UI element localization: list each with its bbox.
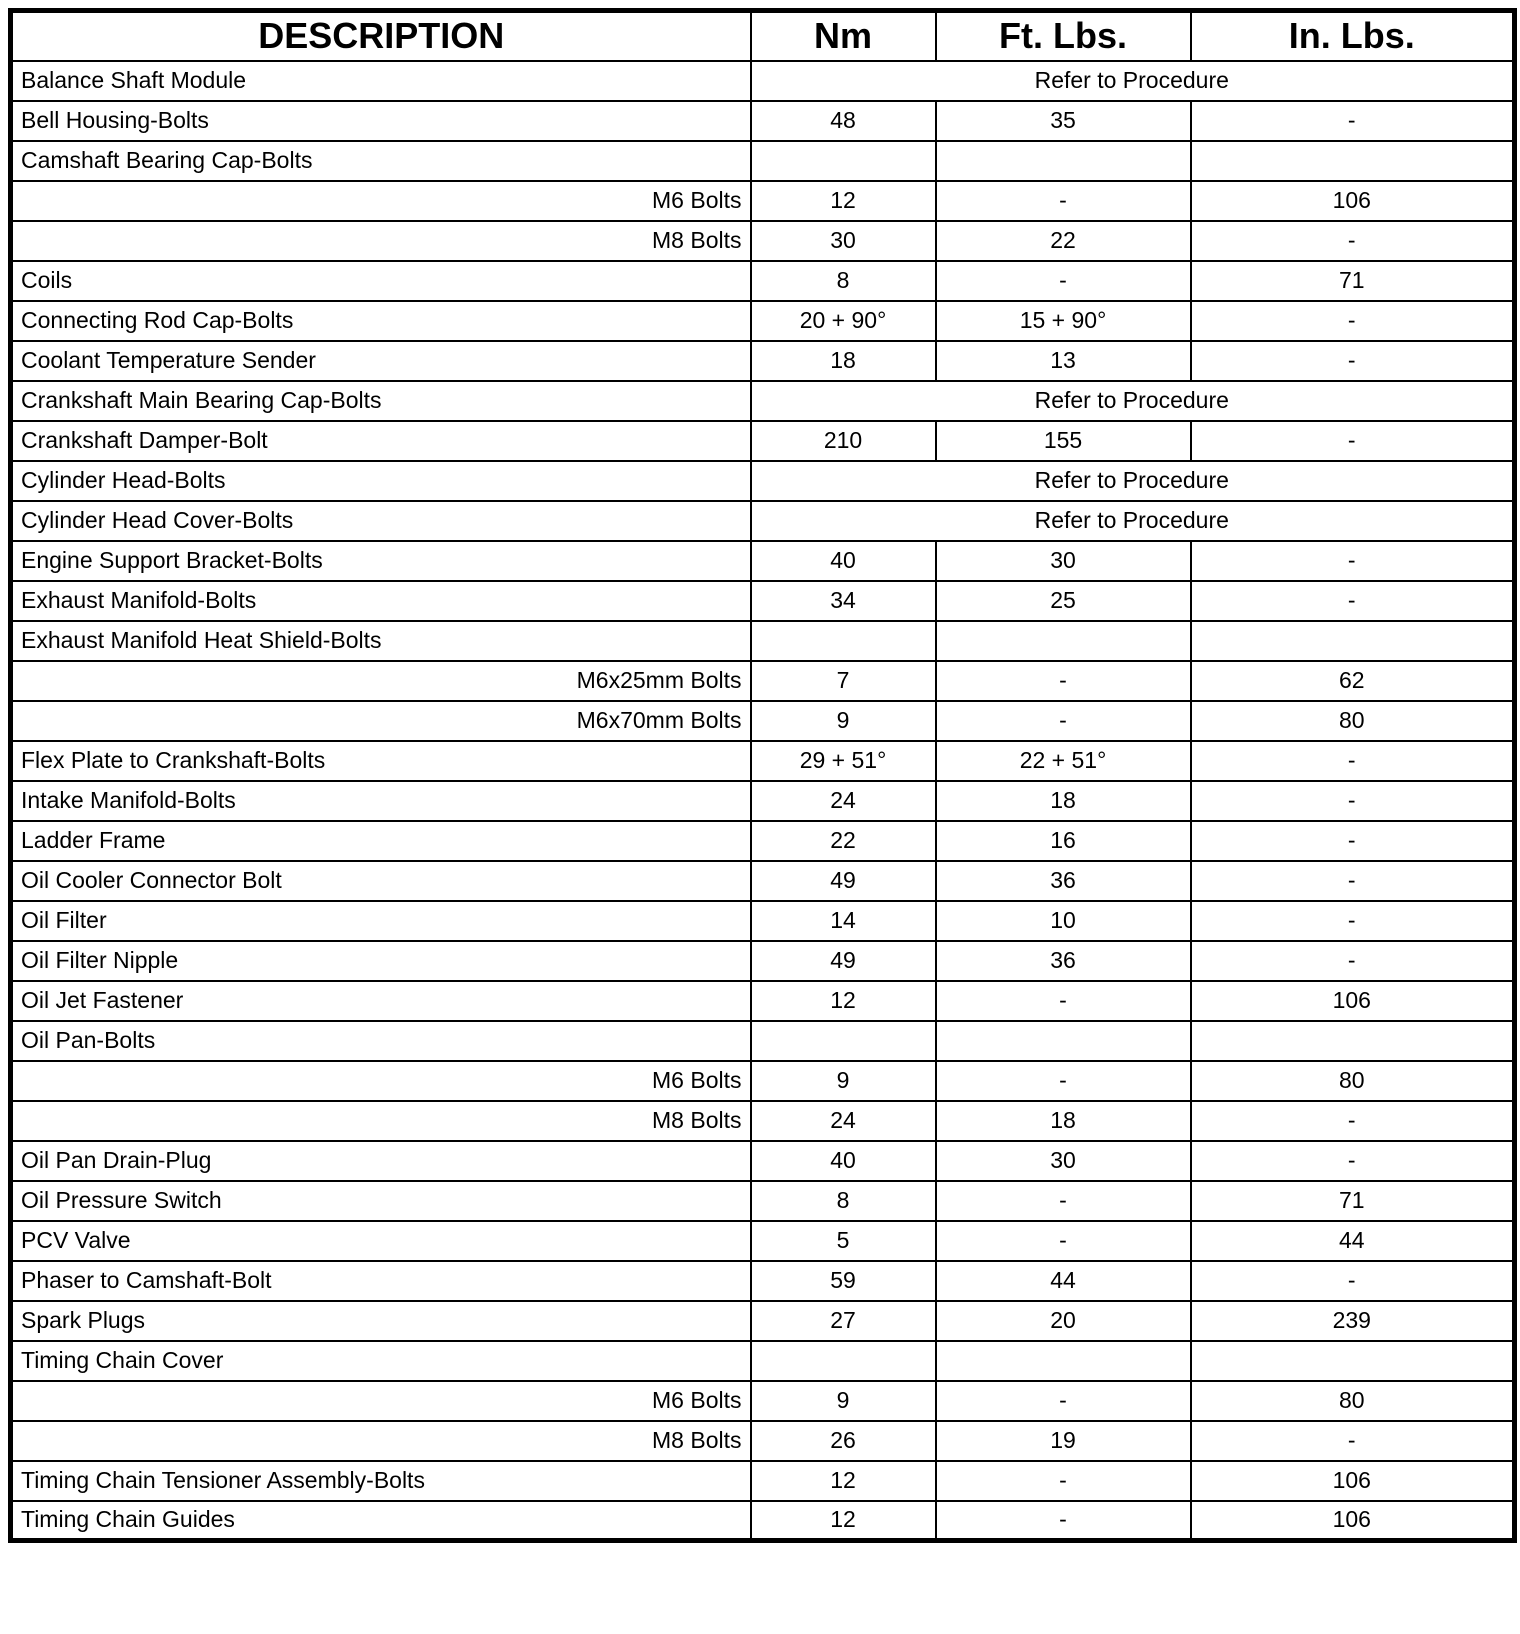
inlbs-cell: - — [1191, 541, 1515, 581]
description-cell: Crankshaft Damper-Bolt — [11, 421, 751, 461]
nm-cell: 9 — [751, 1061, 936, 1101]
ftlbs-cell: 18 — [936, 781, 1191, 821]
table-row — [11, 1421, 1515, 1461]
inlbs-cell: 80 — [1191, 701, 1515, 741]
description-cell: Balance Shaft Module — [11, 61, 751, 101]
ftlbs-cell — [936, 1021, 1191, 1061]
description-cell: Timing Chain Guides — [11, 1501, 751, 1541]
table-row — [11, 1341, 1515, 1381]
description-cell: Oil Pan-Bolts — [11, 1021, 751, 1061]
description-cell: Cylinder Head-Bolts — [11, 461, 751, 501]
table-row — [11, 261, 1515, 301]
table-row — [11, 581, 1515, 621]
table-row — [11, 301, 1515, 341]
inlbs-cell: - — [1191, 941, 1515, 981]
nm-cell: 12 — [751, 1461, 936, 1501]
inlbs-cell: - — [1191, 1261, 1515, 1301]
inlbs-cell: 71 — [1191, 261, 1515, 301]
merged-procedure-cell: Refer to Procedure — [751, 501, 1515, 541]
table-row — [11, 221, 1515, 261]
nm-cell: 29 + 51° — [751, 741, 936, 781]
table-row — [11, 1181, 1515, 1221]
inlbs-cell — [1191, 141, 1515, 181]
description-cell: M6 Bolts — [11, 1061, 751, 1101]
table-row — [11, 1221, 1515, 1261]
inlbs-cell: 44 — [1191, 1221, 1515, 1261]
nm-cell: 59 — [751, 1261, 936, 1301]
merged-procedure-cell: Refer to Procedure — [751, 61, 1515, 101]
inlbs-cell: 106 — [1191, 1501, 1515, 1541]
nm-cell: 30 — [751, 221, 936, 261]
inlbs-cell: - — [1191, 1101, 1515, 1141]
description-cell: Intake Manifold-Bolts — [11, 781, 751, 821]
inlbs-cell: - — [1191, 861, 1515, 901]
table-row — [11, 621, 1515, 661]
description-cell: Timing Chain Cover — [11, 1341, 751, 1381]
nm-cell: 210 — [751, 421, 936, 461]
ftlbs-cell: - — [936, 1061, 1191, 1101]
inlbs-cell: 106 — [1191, 1461, 1515, 1501]
description-cell: Oil Pan Drain-Plug — [11, 1141, 751, 1181]
nm-cell: 40 — [751, 1141, 936, 1181]
inlbs-cell: - — [1191, 821, 1515, 861]
description-cell: Camshaft Bearing Cap-Bolts — [11, 141, 751, 181]
table-row — [11, 341, 1515, 381]
inlbs-cell — [1191, 621, 1515, 661]
table-row — [11, 741, 1515, 781]
ftlbs-cell: 13 — [936, 341, 1191, 381]
nm-cell: 24 — [751, 1101, 936, 1141]
description-cell: Oil Filter — [11, 901, 751, 941]
ftlbs-cell: 20 — [936, 1301, 1191, 1341]
table-row — [11, 101, 1515, 141]
nm-cell — [751, 1341, 936, 1381]
nm-cell: 12 — [751, 1501, 936, 1541]
inlbs-cell: 62 — [1191, 661, 1515, 701]
ftlbs-cell: 36 — [936, 941, 1191, 981]
description-cell: Bell Housing-Bolts — [11, 101, 751, 141]
description-cell: Flex Plate to Crankshaft-Bolts — [11, 741, 751, 781]
ftlbs-cell — [936, 621, 1191, 661]
inlbs-cell: 106 — [1191, 981, 1515, 1021]
table-row — [11, 541, 1515, 581]
description-cell: Oil Filter Nipple — [11, 941, 751, 981]
ftlbs-cell — [936, 141, 1191, 181]
description-cell: M8 Bolts — [11, 1421, 751, 1461]
ftlbs-cell: 25 — [936, 581, 1191, 621]
inlbs-cell: - — [1191, 301, 1515, 341]
table-body — [11, 61, 1515, 1541]
nm-cell: 20 + 90° — [751, 301, 936, 341]
table-row — [11, 181, 1515, 221]
inlbs-cell: 80 — [1191, 1381, 1515, 1421]
table-row — [11, 861, 1515, 901]
nm-cell: 49 — [751, 941, 936, 981]
table-row — [11, 1101, 1515, 1141]
table-row — [11, 381, 1515, 421]
nm-cell — [751, 1021, 936, 1061]
description-cell: M6 Bolts — [11, 1381, 751, 1421]
description-cell: Oil Cooler Connector Bolt — [11, 861, 751, 901]
table-row — [11, 661, 1515, 701]
torque-spec-table — [8, 8, 1517, 1543]
ftlbs-cell: 36 — [936, 861, 1191, 901]
table-row — [11, 1461, 1515, 1501]
description-cell: Coils — [11, 261, 751, 301]
ftlbs-cell: - — [936, 701, 1191, 741]
nm-cell: 24 — [751, 781, 936, 821]
nm-cell: 7 — [751, 661, 936, 701]
table-row — [11, 1261, 1515, 1301]
table-row — [11, 501, 1515, 541]
description-cell: PCV Valve — [11, 1221, 751, 1261]
nm-cell: 40 — [751, 541, 936, 581]
ftlbs-cell: - — [936, 1221, 1191, 1261]
nm-cell: 49 — [751, 861, 936, 901]
inlbs-cell: - — [1191, 581, 1515, 621]
nm-cell: 8 — [751, 1181, 936, 1221]
ftlbs-cell: - — [936, 1181, 1191, 1221]
table-row — [11, 1501, 1515, 1541]
description-cell: M8 Bolts — [11, 1101, 751, 1141]
inlbs-cell — [1191, 1341, 1515, 1381]
inlbs-cell — [1191, 1021, 1515, 1061]
ftlbs-cell: 16 — [936, 821, 1191, 861]
ftlbs-cell: 10 — [936, 901, 1191, 941]
nm-cell: 18 — [751, 341, 936, 381]
ftlbs-cell: 44 — [936, 1261, 1191, 1301]
nm-cell: 5 — [751, 1221, 936, 1261]
table-row — [11, 701, 1515, 741]
table-header — [11, 11, 1515, 61]
description-cell: Cylinder Head Cover-Bolts — [11, 501, 751, 541]
ftlbs-cell: 22 + 51° — [936, 741, 1191, 781]
inlbs-cell: - — [1191, 421, 1515, 461]
table-row — [11, 901, 1515, 941]
inlbs-cell: - — [1191, 781, 1515, 821]
table-row — [11, 821, 1515, 861]
description-cell: Connecting Rod Cap-Bolts — [11, 301, 751, 341]
ftlbs-cell — [936, 1341, 1191, 1381]
inlbs-cell: - — [1191, 221, 1515, 261]
nm-cell: 22 — [751, 821, 936, 861]
table-row — [11, 1061, 1515, 1101]
description-cell: Phaser to Camshaft-Bolt — [11, 1261, 751, 1301]
table-row — [11, 461, 1515, 501]
nm-cell: 27 — [751, 1301, 936, 1341]
table-row — [11, 1381, 1515, 1421]
ftlbs-cell: - — [936, 261, 1191, 301]
inlbs-cell: 80 — [1191, 1061, 1515, 1101]
inlbs-cell: 71 — [1191, 1181, 1515, 1221]
table-row — [11, 1141, 1515, 1181]
description-cell: Spark Plugs — [11, 1301, 751, 1341]
nm-cell: 8 — [751, 261, 936, 301]
description-cell: Coolant Temperature Sender — [11, 341, 751, 381]
inlbs-cell: - — [1191, 741, 1515, 781]
inlbs-cell: - — [1191, 101, 1515, 141]
inlbs-cell: - — [1191, 1421, 1515, 1461]
description-cell: Exhaust Manifold-Bolts — [11, 581, 751, 621]
merged-procedure-cell: Refer to Procedure — [751, 381, 1515, 421]
nm-cell: 12 — [751, 981, 936, 1021]
ftlbs-cell: 35 — [936, 101, 1191, 141]
column-header-ftlbs: Ft. Lbs. — [936, 11, 1191, 61]
ftlbs-cell: 18 — [936, 1101, 1191, 1141]
nm-cell: 34 — [751, 581, 936, 621]
merged-procedure-cell: Refer to Procedure — [751, 461, 1515, 501]
header-row — [11, 11, 1515, 61]
inlbs-cell: - — [1191, 901, 1515, 941]
table-row — [11, 141, 1515, 181]
nm-cell — [751, 621, 936, 661]
nm-cell: 12 — [751, 181, 936, 221]
ftlbs-cell: 30 — [936, 1141, 1191, 1181]
table-row — [11, 61, 1515, 101]
table-row — [11, 941, 1515, 981]
description-cell: Ladder Frame — [11, 821, 751, 861]
table-row — [11, 981, 1515, 1021]
description-cell: M8 Bolts — [11, 221, 751, 261]
description-cell: Exhaust Manifold Heat Shield-Bolts — [11, 621, 751, 661]
nm-cell: 26 — [751, 1421, 936, 1461]
description-cell: M6 Bolts — [11, 181, 751, 221]
ftlbs-cell: 19 — [936, 1421, 1191, 1461]
nm-cell: 9 — [751, 701, 936, 741]
column-header-description: DESCRIPTION — [11, 11, 751, 61]
table-row — [11, 781, 1515, 821]
ftlbs-cell: - — [936, 181, 1191, 221]
ftlbs-cell: - — [936, 1381, 1191, 1421]
description-cell: Oil Jet Fastener — [11, 981, 751, 1021]
table-row — [11, 421, 1515, 461]
table-row — [11, 1021, 1515, 1061]
description-cell: M6x25mm Bolts — [11, 661, 751, 701]
description-cell: Engine Support Bracket-Bolts — [11, 541, 751, 581]
description-cell: Timing Chain Tensioner Assembly-Bolts — [11, 1461, 751, 1501]
description-cell: Crankshaft Main Bearing Cap-Bolts — [11, 381, 751, 421]
inlbs-cell: 239 — [1191, 1301, 1515, 1341]
inlbs-cell: 106 — [1191, 181, 1515, 221]
description-cell: Oil Pressure Switch — [11, 1181, 751, 1221]
inlbs-cell: - — [1191, 1141, 1515, 1181]
ftlbs-cell: 155 — [936, 421, 1191, 461]
description-cell: M6x70mm Bolts — [11, 701, 751, 741]
nm-cell: 14 — [751, 901, 936, 941]
nm-cell: 9 — [751, 1381, 936, 1421]
nm-cell — [751, 141, 936, 181]
nm-cell: 48 — [751, 101, 936, 141]
ftlbs-cell: - — [936, 1461, 1191, 1501]
ftlbs-cell: - — [936, 661, 1191, 701]
column-header-nm: Nm — [751, 11, 936, 61]
inlbs-cell: - — [1191, 341, 1515, 381]
ftlbs-cell: 15 + 90° — [936, 301, 1191, 341]
table-row — [11, 1301, 1515, 1341]
ftlbs-cell: - — [936, 1501, 1191, 1541]
ftlbs-cell: - — [936, 981, 1191, 1021]
ftlbs-cell: 30 — [936, 541, 1191, 581]
column-header-inlbs: In. Lbs. — [1191, 11, 1515, 61]
ftlbs-cell: 22 — [936, 221, 1191, 261]
